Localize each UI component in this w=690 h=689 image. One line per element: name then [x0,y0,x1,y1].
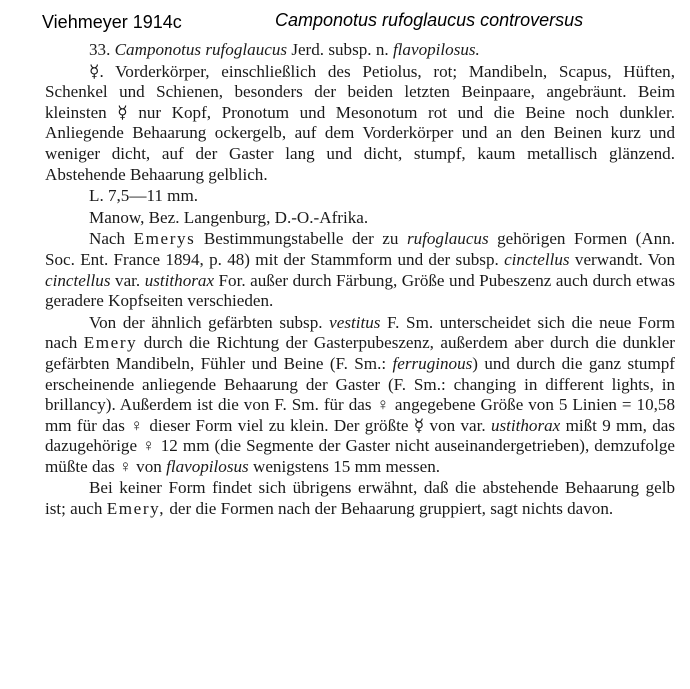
text-run: Bei keiner Form findet sich übrigens erwähnt, daß die abstehende Behaarung gelb ist; auch [45,478,675,519]
paragraph-locality [45,208,675,229]
locality-text: Manow, Bez. Langenburg, D.-O.-Afrika. [89,207,369,227]
paragraph-pubescence [45,478,675,519]
text-run: durch die Richtung der Gasterpubeszenz, außerdem aber durch die dunkler gefärbten Mandibeln, Fühler und Beine (F. Sm.: [45,333,675,373]
taxon-title: Camponotus rufoglaucus controversus [275,10,584,30]
author-name: Emery, [106,499,166,519]
paragraph-length [45,186,675,207]
text-run: verwandt. Von [574,249,676,269]
document-body [45,40,675,520]
text-run: ) und durch die ganz stumpf erscheinende anliegende Behaarung der Gaster (F. Sm.: changing in different lights, in brillancy). Außerdem ist die von F. Sm. für das ♀ angegebene Größe von 5 Linien = 10,58 mm für das ♀ dieser Form viel zu klein. Der größte ☿ von var. [45,353,675,435]
text-run: Nach [89,229,126,249]
author-name: Emerys [133,229,196,249]
taxon-italic: ustithorax [490,415,561,435]
text-run: wenigstens 15 mm messen. [252,456,441,476]
citation-label: Viehmeyer 1914c [42,12,182,32]
page-header [42,10,650,36]
paragraph-comparison [45,229,675,311]
taxon-italic: vestitus [329,312,381,332]
description-text: ☿. Vorderkörper, einschließlich des Petiolus, rot; Mandibeln, Scapus, Hüften, Schenkel und Schienen, besonders der beiden letzten Beinpaare, angebräunt. Beim kleinsten ☿ nur Kopf, Pronotum und Mesonotum rot und die Beine noch dunkler. Anliegende Behaarung ockergelb, auf dem Vorderkörper und an den Beinen kurz und weniger dicht, auf der Gaster lang und dicht, stumpf, kaum metallisch glänzend. Abstehende Behaarung gelblich. [45,61,675,184]
species-number: 33. [89,40,111,59]
length-text: L. 7,5—11 mm. [89,186,199,206]
species-authority: Jerd. subsp. n. [291,40,389,59]
text-run: F. Sm. unterscheidet sich die neue Form nach [45,312,675,353]
species-heading [45,40,675,61]
text-run: mißt 9 mm, das dazugehörige ♀ 12 mm (die Segmente der Gaster nicht auseinandergetrieben), demzufolge müßte das ♀ von [45,415,675,476]
text-run: gehörigen Formen (Ann. Soc. Ent. France 1894, p. 48) mit der Stammform und der subsp. [45,229,676,269]
paragraph-vestitus [45,313,675,478]
author-name: Emery [83,333,138,353]
taxon-italic: flavopilosus [166,456,249,476]
taxon-italic: ferruginous [392,353,473,373]
subspecies-name: flavopilosus. [392,40,480,59]
text-run: For. außer durch Färbung, Größe und Pubeszenz auch durch etwas geradere Kopfseiten verschieden. [45,270,675,311]
text-run: Von der ähnlich gefärbten subsp. [89,312,323,332]
taxon-italic: cinctellus [504,249,570,269]
taxon-italic: rufoglaucus [406,229,489,249]
text-run: der die Formen nach der Behaarung gruppiert, sagt nichts davon. [169,499,614,519]
species-name: Camponotus rufoglaucus [114,40,288,59]
paragraph-description [45,62,675,186]
taxon-italic: ustithorax [144,270,215,290]
text-run: var. [115,270,141,290]
text-run: Bestimmungstabelle der zu [203,229,399,249]
taxon-italic: cinctellus [45,270,111,290]
